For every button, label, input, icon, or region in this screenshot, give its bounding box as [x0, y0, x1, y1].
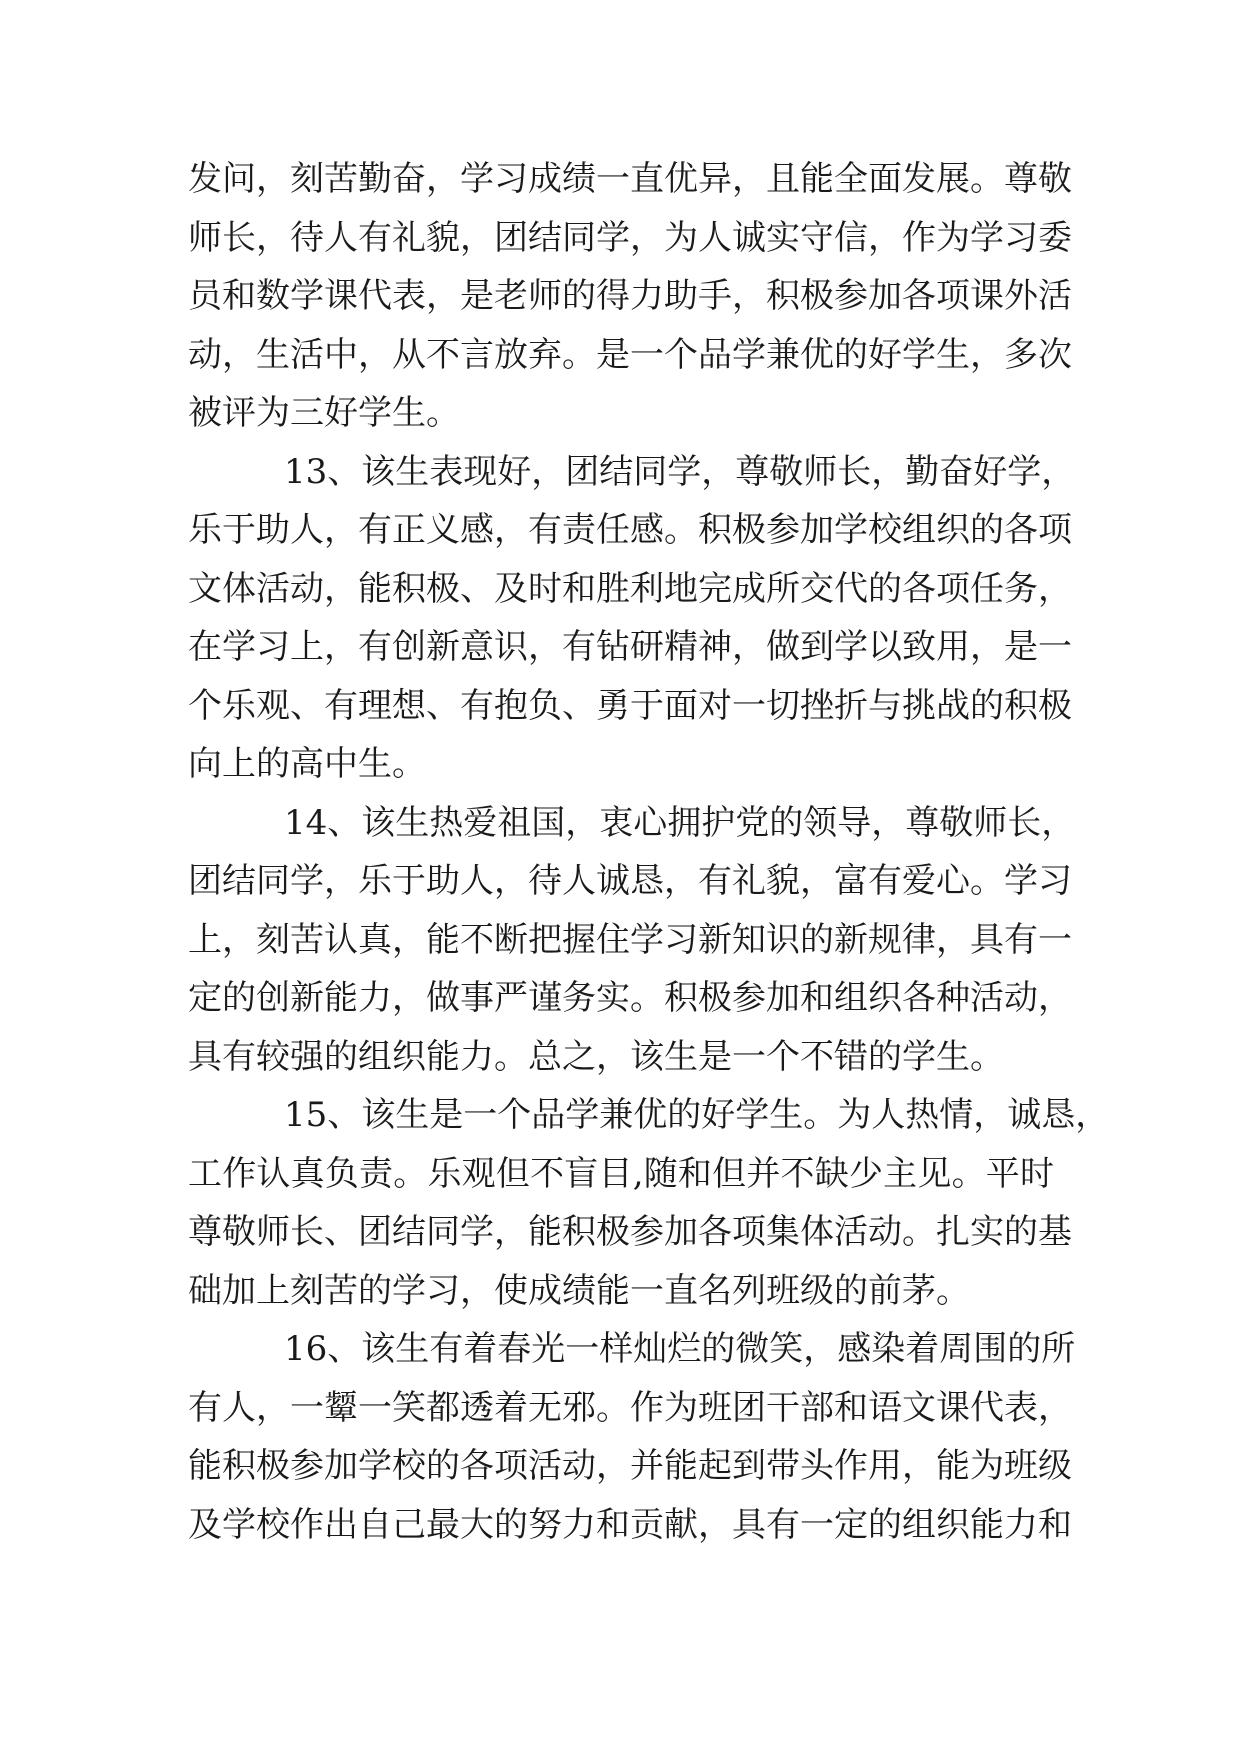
text-line: 16、该生有着春光一样灿烂的微笑，感染着周围的所: [284, 1329, 1076, 1369]
text-line: 发问，刻苦勤奋，学习成绩一直优异，且能全面发展。尊敬: [188, 159, 1072, 199]
text-line: 13、该生表现好，团结同学，尊敬师长，勤奋好学，: [284, 451, 1076, 492]
text-line: 被评为三好学生。: [188, 393, 460, 433]
text-line: 文体活动，能积极、及时和胜利地完成所交代的各项任务，: [188, 568, 1072, 609]
text-line: 乐于助人，有正义感，有责任感。积极参加学校组织的各项: [188, 510, 1072, 550]
text-line: 员和数学课代表，是老师的得力助手，积极参加各项课外活: [188, 276, 1072, 316]
text-line: 上，刻苦认真，能不断把握住学习新知识的新规律，具有一: [188, 919, 1072, 960]
text-line: 定的创新能力，做事严谨务实。积极参加和组织各种活动，: [188, 978, 1072, 1018]
text-line: 个乐观、有理想、有抱负、勇于面对一切挫折与挑战的积极: [188, 685, 1072, 726]
paragraph-12-continued: [188, 150, 1072, 443]
text-line: 有人，一颦一笑都透着无邪。作为班团干部和语文课代表，: [188, 1387, 1072, 1428]
text-line: 工作认真负责。乐观但不盲目,随和但并不缺少主见。平时: [188, 1153, 1054, 1194]
text-line: 向上的高中生。: [188, 744, 426, 784]
paragraph-14: [188, 794, 1076, 1087]
paragraph-15: [188, 1086, 1110, 1320]
text-line: 团结同学，乐于助人，待人诚恳，有礼貌，富有爱心。学习: [188, 861, 1072, 901]
text-line: 15、该生是一个品学兼优的好学生。为人热情，诚恳，: [284, 1095, 1110, 1135]
text-line: 础加上刻苦的学习，使成绩能一直名列班级的前茅。: [188, 1270, 970, 1311]
text-line: 及学校作出自己最大的努力和贡献，具有一定的组织能力和: [188, 1504, 1072, 1545]
text-line: 能积极参加学校的各项活动，并能起到带头作用，能为班级: [188, 1446, 1072, 1486]
text-line: 在学习上，有创新意识，有钻研精神，做到学以致用，是一: [188, 627, 1072, 667]
text-line: 动，生活中，从不言放弃。是一个品学兼优的好学生，多次: [188, 334, 1072, 375]
paragraph-16: [188, 1320, 1076, 1554]
document-body: [188, 150, 1110, 1554]
text-line: 师长，待人有礼貌，团结同学，为人诚实守信，作为学习委: [188, 217, 1072, 258]
text-line: 14、该生热爱祖国，衷心拥护党的领导，尊敬师长，: [284, 802, 1076, 843]
paragraph-13: [188, 443, 1076, 794]
text-line: 具有较强的组织能力。总之，该生是一个不错的学生。: [188, 1036, 1004, 1077]
text-line: 尊敬师长、团结同学，能积极参加各项集体活动。扎实的基: [188, 1212, 1072, 1252]
